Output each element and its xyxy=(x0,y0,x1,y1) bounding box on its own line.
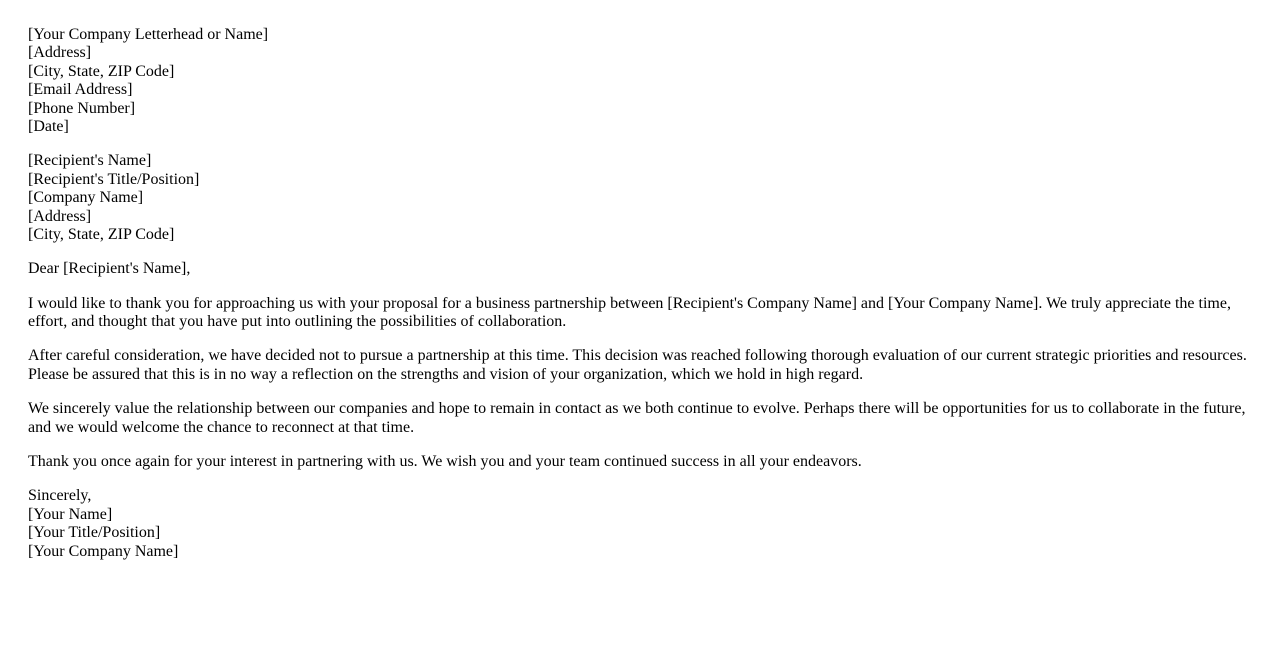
signature-company-line: [Your Company Name] xyxy=(28,542,179,560)
signature-title-line: [Your Title/Position] xyxy=(28,524,161,542)
sender-phone-line: [Phone Number] xyxy=(28,99,136,117)
sender-email-line: [Email Address] xyxy=(28,81,133,99)
sender-block xyxy=(28,26,1250,136)
closing-block xyxy=(28,487,1250,561)
recipient-title-line: [Recipient's Title/Position] xyxy=(28,170,200,188)
salutation: Dear [Recipient's Name], xyxy=(28,260,191,278)
body-paragraph-future: We sincerely value the relationship between our companies and hope to remain in contact as we both continue to evolve. Perhaps there will be opportunities for us to collaborate in the future, and we would welcome the chance to reconnect at that time. xyxy=(28,400,1246,436)
recipient-company-line: [Company Name] xyxy=(28,189,144,207)
recipient-block xyxy=(28,152,1250,244)
signature-name-line: [Your Name] xyxy=(28,505,113,523)
recipient-address-line: [Address] xyxy=(28,207,92,225)
sender-city-state-zip-line: [City, State, ZIP Code] xyxy=(28,62,175,80)
body-paragraph-thanks: I would like to thank you for approaching us with your proposal for a business partnership between [Recipient's Company Name] and [Your Company Name]. We truly appreciate the time, effort, and thought that you have put into outlining the possibilities of collaboration. xyxy=(28,294,1231,331)
recipient-name-line: [Recipient's Name] xyxy=(28,152,152,170)
recipient-city-state-zip-line: [City, State, ZIP Code] xyxy=(28,225,175,243)
body-paragraph-wellwishes: Thank you once again for your interest in partnering with us. We wish you and your team continued success in all your endeavors. xyxy=(28,453,862,471)
sender-address-line: [Address] xyxy=(28,44,92,62)
sender-letterhead-line: [Your Company Letterhead or Name] xyxy=(28,26,269,43)
body-paragraph-decision: After careful consideration, we have decided not to pursue a partnership at this time. This decision was reached following thorough evaluation of our current strategic priorities and resources. Please be assured that this is in no way a reflection on the strengths and vision of your organization, which we hold in high regard. xyxy=(28,347,1247,383)
date-line: [Date] xyxy=(28,117,69,135)
closing-sincerely-line: Sincerely, xyxy=(28,487,92,505)
